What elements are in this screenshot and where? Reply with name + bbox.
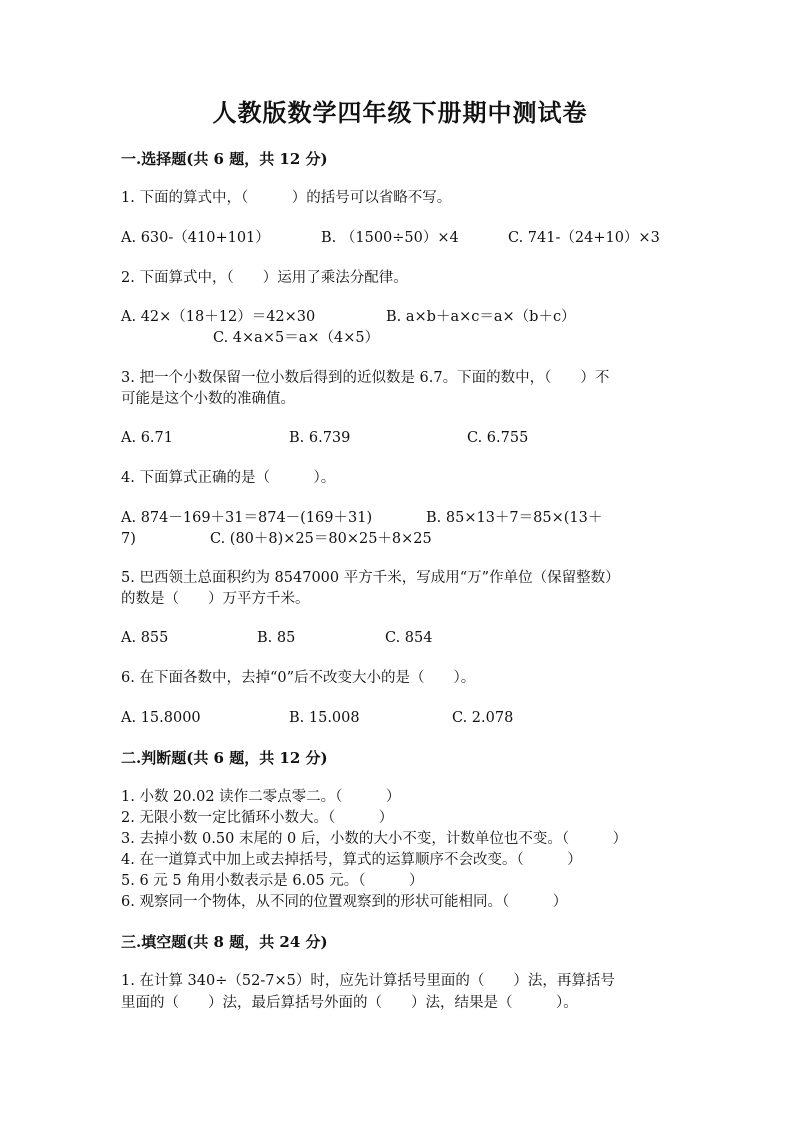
question-2-option-b: B. a×b＋a×c＝a×（b＋c） (386, 309, 576, 325)
judgment-item-4: 4. 在一道算式中加上或去掉括号，算式的运算顺序不会改变。（ ） (121, 852, 582, 868)
question-6-stem: 6. 在下面各数中，去掉“0”后不改变大小的是（ ）。 (121, 670, 476, 686)
question-5-stem-line1: 5. 巴西领土总面积约为 8547000 平方千米，写成用“万”作单位（保留整数） (121, 570, 620, 586)
question-3-option-b: B. 6.739 (289, 430, 351, 446)
question-3-option-c: C. 6.755 (467, 430, 529, 446)
judgment-item-6: 6. 观察同一个物体，从不同的位置观察到的形状可能相同。（ ） (121, 894, 568, 910)
question-4-option-b-line1: B. 85×13＋7＝85×(13＋ (426, 510, 603, 526)
question-4-stem: 4. 下面算式正确的是（ ）。 (121, 470, 336, 486)
question-4-option-c: C. (80＋8)×25＝80×25＋8×25 (210, 531, 432, 547)
question-1-option-a: A. 630-（410+101） (121, 230, 270, 246)
question-6-option-a: A. 15.8000 (121, 710, 201, 726)
question-1-stem: 1. 下面的算式中，（ ）的括号可以省略不写。 (121, 190, 452, 206)
question-3-stem-line2: 可能是这个小数的准确值。 (121, 391, 295, 407)
question-5-stem-line2: 的数是（ ）万平方千米。 (121, 591, 310, 607)
page-title: 人教版数学四年级下册期中测试卷 (212, 98, 588, 127)
question-3-stem-line1: 3. 把一个小数保留一位小数后得到的近似数是 6.7。下面的数中，（ ）不 (121, 370, 610, 386)
question-1-option-b: B. （1500÷50）×4 (321, 230, 459, 246)
question-5-option-a: A. 855 (121, 630, 169, 646)
judgment-item-3: 3. 去掉小数 0.50 末尾的 0 后，小数的大小不变，计数单位也不变。（ ） (121, 831, 628, 847)
question-2-option-c: C. 4×a×5＝a×（4×5） (213, 330, 380, 346)
judgment-item-2: 2. 无限小数一定比循环小数大。（ ） (121, 810, 394, 826)
section-heading-choice: 一.选择题(共 6 题，共 12 分) (121, 150, 328, 168)
question-5-option-b: B. 85 (257, 630, 296, 646)
question-5-option-c: C. 854 (385, 630, 433, 646)
fill-blank-question-1-line2: 里面的（ ）法，最后算括号外面的（ ）法，结果是（ ）。 (121, 995, 578, 1011)
section-heading-fill-blank: 三.填空题(共 8 题，共 24 分) (121, 933, 328, 951)
question-6-option-c: C. 2.078 (452, 710, 514, 726)
question-1-option-c: C. 741-（24+10）×3 (508, 230, 660, 246)
question-4-option-b-line2: 7) (121, 531, 136, 547)
question-2-stem: 2. 下面算式中，（ ）运用了乘法分配律。 (121, 270, 408, 286)
judgment-item-1: 1. 小数 20.02 读作二零点零二。（ ） (121, 789, 401, 805)
question-3-option-a: A. 6.71 (121, 430, 173, 446)
section-heading-judgment: 二.判断题(共 6 题，共 12 分) (121, 749, 328, 767)
fill-blank-question-1-line1: 1. 在计算 340÷（52-7×5）时，应先计算括号里面的（ ）法，再算括号 (121, 973, 615, 989)
question-6-option-b: B. 15.008 (289, 710, 360, 726)
question-4-option-a: A. 874－169＋31＝874－(169＋31) (121, 510, 373, 526)
question-2-option-a: A. 42×（18＋12）＝42×30 (121, 309, 316, 325)
judgment-item-5: 5. 6 元 5 角用小数表示是 6.05 元。（ ） (121, 873, 424, 889)
